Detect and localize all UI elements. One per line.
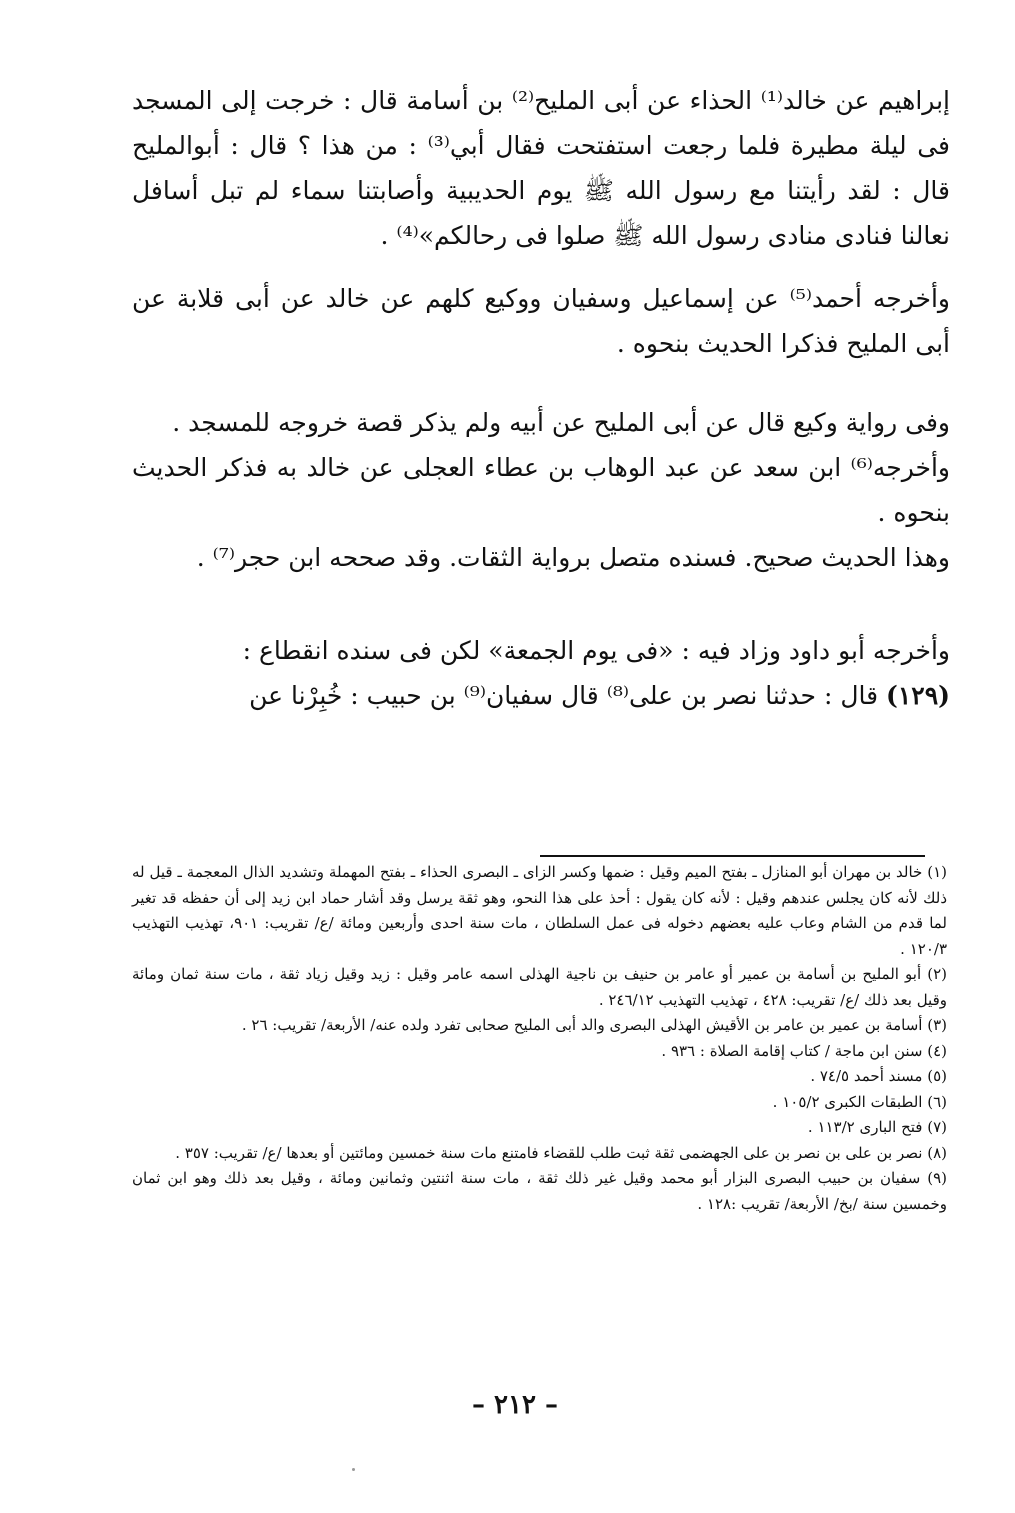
paragraph-abu-dawud: وأخرجه أبو داود وزاد فيه : «فى يوم الجمعة» لكن فى سنده انقطاع : xyxy=(242,636,950,665)
footnote-1: (١) خالد بن مهران أبو المنازل ـ بفتح الميم وقيل : ضمها وكسر الزاى ـ البصرى الحذاء ـ بفتح المهملة وتشديد الذال المعجمة ـ قيل له ذلك لأنه كان يجلس عندهم وقيل : لأنه كان يقول : أحذ على هذا النحو، وهو ثقة يرسل وقد أشار حماد ابن زيد إلى أن حفظه قد تغير لما قدم من الشام وعاب عليه بعضهم دخوله فى عمل السلطان ، مات سنة احدى وأربعين ومائة /ع/ تقريب: ٩٠١، تهذيب التهذيب ١٢٠/٣ . xyxy=(132,863,948,958)
paragraph-hadith-text: إبراهيم عن خالد⁽¹⁾ الحذاء عن أبى المليح⁽²⁾ بن أسامة قال : خرجت إلى المسجد فى ليلة مطيرة فلما رجعت استفتحت فقال أبي⁽³⁾ : من هذا ؟ قال : أبوالمليح قال : لقد رأيتنا مع رسول الله ﷺ يوم الحديبية وأصابتنا سماء لم تبل أسافل نعالنا فنادى منادى رسول الله ﷺ صلوا فى رحالكم»⁽⁴⁾ . xyxy=(132,86,950,250)
paragraph-ahmad-takhrij: وأخرجه أحمد⁽⁵⁾ عن إسماعيل وسفيان ووكيع كلهم عن خالد عن أبى قلابة عن أبى المليح فذكرا الحديث بنحوه . xyxy=(132,284,950,358)
footnotes xyxy=(132,860,947,1217)
footnote-divider xyxy=(540,855,925,857)
footnote-5: (٥) مسند أحمد ٧٤/٥ . xyxy=(810,1067,947,1085)
scan-speck xyxy=(352,1468,355,1471)
paragraph-ibn-saad-takhrij: وأخرجه⁽⁶⁾ ابن سعد عن عبد الوهاب بن عطاء العجلى عن خالد به فذكر الحديث بنحوه . xyxy=(132,453,950,527)
footnote-6: (٦) الطبقات الكبرى ١٠٥/٢ . xyxy=(772,1092,947,1111)
footnote-4: (٤) سنن ابن ماجة / كتاب إقامة الصلاة : ٩٣٦ . xyxy=(661,1041,947,1060)
paragraph-waki-riwaya: وفى رواية وكيع قال عن أبى المليح عن أبيه ولم يذكر قصة خروجه للمسجد . xyxy=(172,408,950,437)
hadith-129-text: قال : حدثنا نصر بن على⁽⁸⁾ قال سفيان⁽⁹⁾ بن حبيب : خُبِرْنا عن xyxy=(249,681,879,710)
footnote-2: (٢) أبو المليح بن أسامة بن عمير أو عامر بن حنيف بن ناجية الهذلى اسمه عامر وقيل : زيد وقيل زياد ثقة ، مات سنة ثمان ومائة وقيل بعد ذلك /ع/ تقريب: ٤٢٨ ، تهذيب التهذيب ٢٤٦/١٢ . xyxy=(132,965,947,1009)
footnote-3: (٣) أسامة بن عمير بن عامر بن الأقيش الهذلى البصرى والد أبى المليح صحابى تفرد ولده عنه/ الأربعة/ تقريب: ٢٦ . xyxy=(241,1016,947,1034)
main-text xyxy=(132,78,950,718)
paragraph-authentication: وهذا الحديث صحيح. فسنده متصل برواية الثقات. وقد صححه ابن حجر⁽⁷⁾ . xyxy=(196,543,950,572)
footnote-8: (٨) نصر بن على بن نصر بن على الجهضمى ثقة ثبت طلب للقضاء فامتنع مات سنة خمسين ومائتين أو بعدها /ع/ تقريب: ٣٥٧ . xyxy=(175,1143,947,1162)
footnote-9: (٩) سفيان بن حبيب البصرى البزار أبو محمد وقيل غير ذلك ثقة ، مات سنة اثنتين وثمانين ومائة ، وقيل بعد ذلك وهو ابن ثمان وخمسين سنة /بخ/ الأربعة/ تقريب :١٢٨ . xyxy=(132,1169,947,1213)
hadith-number: (١٢٩) xyxy=(886,681,950,710)
paragraph-hadith-129 xyxy=(132,673,950,718)
footnote-7: (٧) فتح البارى ١١٣/٢ . xyxy=(807,1118,947,1136)
page-number: – ٢١٢ – xyxy=(471,1390,559,1420)
